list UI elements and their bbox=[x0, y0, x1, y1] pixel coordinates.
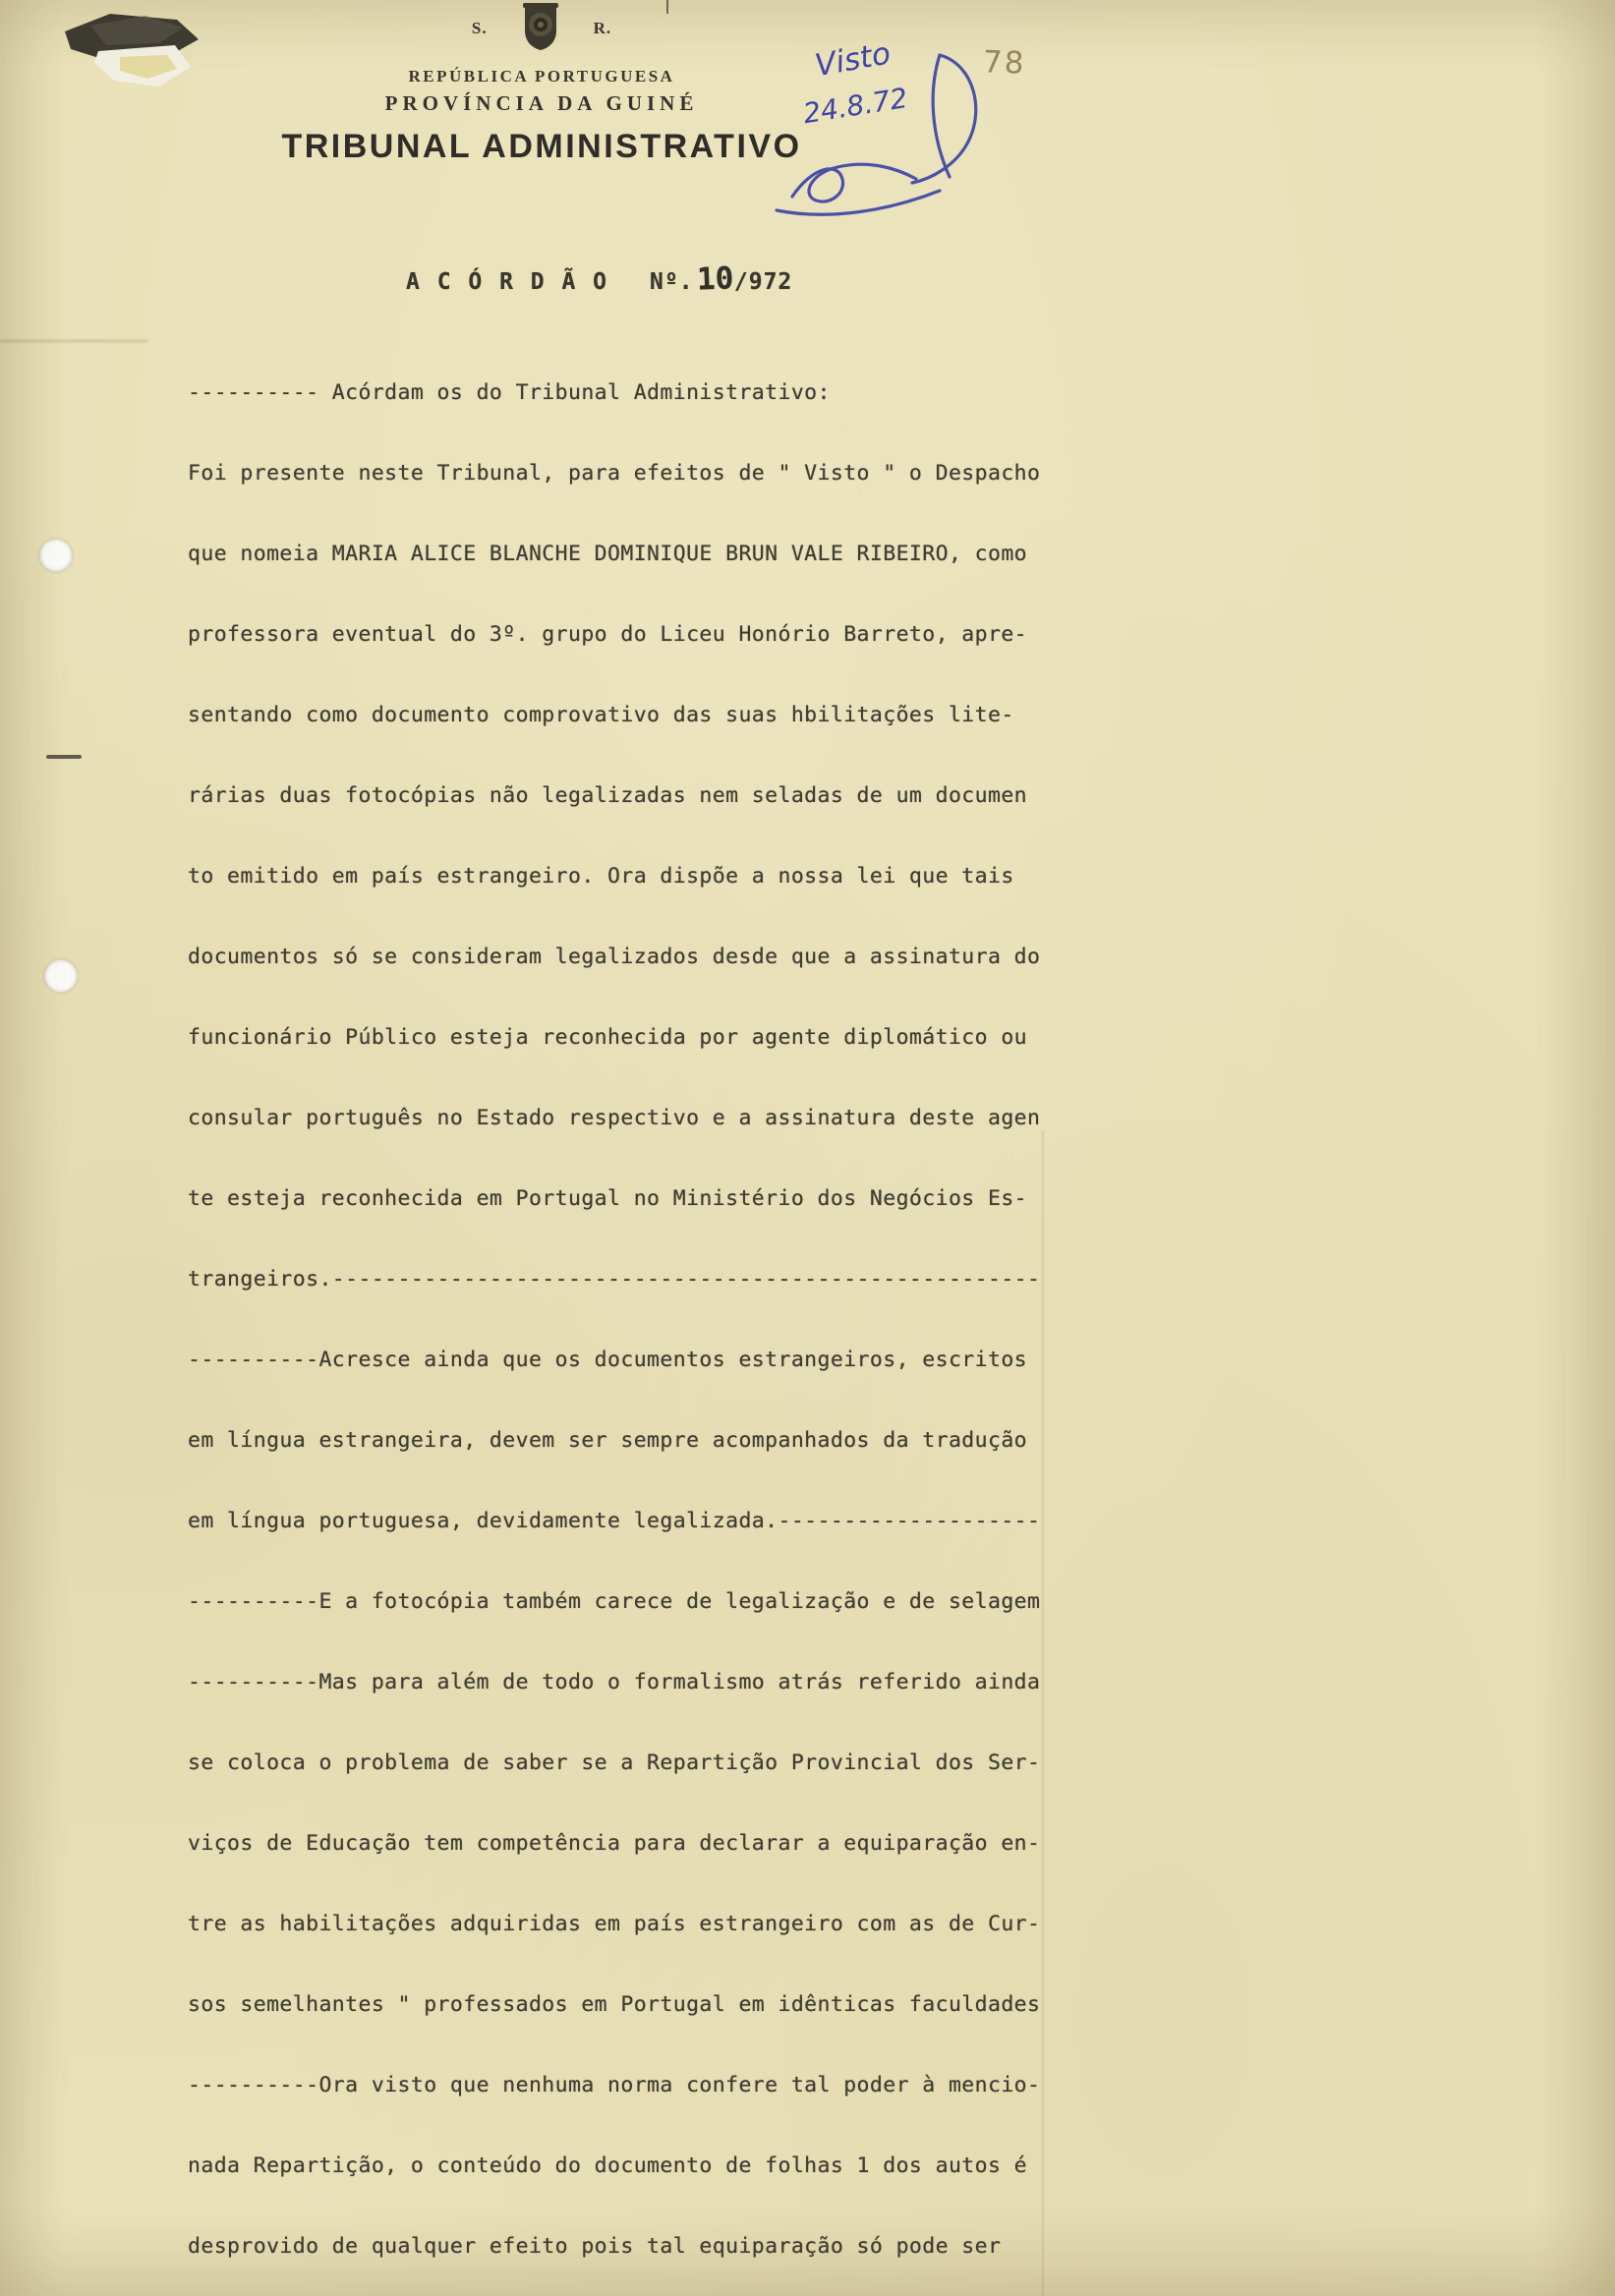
typewritten-line: se coloca o problema de saber se a Repartição Provincial dos Ser- bbox=[188, 1751, 1041, 1775]
typewritten-line: tre as habilitações adquiridas em país estrangeiro com as de Cur- bbox=[188, 1912, 1041, 1936]
punch-hole-bottom bbox=[44, 959, 78, 993]
document-title bbox=[406, 261, 792, 303]
corner-page-number: 78 bbox=[982, 44, 1027, 82]
title-word: A C Ó R D Ã O bbox=[406, 269, 609, 295]
header-tribunal: TRIBUNAL ADMINISTRATIVO bbox=[281, 128, 802, 165]
typewritten-line: ----------E a fotocópia também carece de legalização e de selagem bbox=[188, 1589, 1041, 1614]
typewritten-line: documentos só se consideram legalizados desde que a assinatura do bbox=[188, 945, 1041, 969]
typewritten-line: nada Repartição, o conteúdo do documento de folhas 1 dos autos é bbox=[188, 2153, 1028, 2178]
punch-hole-top bbox=[39, 539, 73, 572]
title-number-handwritten: 10 bbox=[695, 260, 734, 298]
title-number bbox=[650, 261, 792, 297]
header-province: PROVÍNCIA DA GUINÉ bbox=[384, 91, 699, 115]
coat-of-arms-icon bbox=[517, 1, 564, 56]
typewritten-line: sos semelhantes " professados em Portugal em idênticas faculdades bbox=[188, 1992, 1041, 2017]
typewritten-line: que nomeia MARIA ALICE BLANCHE DOMINIQUE BRUN VALE RIBEIRO, como bbox=[188, 542, 1028, 566]
header-republic: REPÚBLICA PORTUGUESA bbox=[408, 67, 675, 86]
typewritten-body bbox=[188, 353, 1072, 2287]
typewritten-line: ---------- Acórdam os do Tribunal Administrativo: bbox=[188, 380, 831, 405]
typewritten-line: viços de Educação tem competência para declarar a equiparação en- bbox=[188, 1831, 1041, 1856]
title-number-year: /972 bbox=[733, 269, 793, 295]
initial-right: R. bbox=[593, 19, 612, 37]
typewritten-line: ----------Mas para além de todo o formalismo atrás referido ainda bbox=[188, 1670, 1041, 1694]
typewritten-line: ----------Ora visto que nenhuma norma confere tal poder à mencio- bbox=[188, 2073, 1041, 2097]
typewritten-line: em língua estrangeira, devem ser sempre acompanhados da tradução bbox=[188, 1428, 1028, 1453]
initial-left: S. bbox=[471, 19, 488, 37]
title-number-label: Nº. bbox=[650, 269, 694, 295]
typewritten-line: rárias duas fotocópias não legalizadas nem seladas de um documen bbox=[188, 783, 1028, 808]
typewritten-line: sentando como documento comprovativo das suas hbilitações lite- bbox=[188, 703, 1014, 727]
typewritten-line: em língua portuguesa, devidamente legalizada.-------------------- bbox=[188, 1509, 1041, 1533]
typewritten-line: consular português no Estado respectivo e a assinatura deste agen bbox=[188, 1106, 1041, 1130]
typewritten-line: Foi presente neste Tribunal, para efeitos de " Visto " o Despacho bbox=[188, 461, 1041, 486]
visto-date-text: 24.8.72 bbox=[800, 81, 910, 131]
paper-crease-horizontal bbox=[0, 340, 147, 342]
signature-flourish bbox=[777, 55, 976, 214]
visto-text: Visto bbox=[812, 35, 894, 85]
typewritten-line: te esteja reconhecida em Portugal no Ministério dos Negócios Es- bbox=[188, 1186, 1028, 1211]
left-margin-fold-dash bbox=[46, 755, 82, 759]
typewritten-line: ----------Acresce ainda que os documentos estrangeiros, escritos bbox=[188, 1348, 1028, 1372]
typewritten-line: to emitido em país estrangeiro. Ora dispõe a nossa lei que tais bbox=[188, 864, 1014, 889]
typewritten-line: professora eventual do 3º. grupo do Liceu Honório Barreto, apre- bbox=[188, 622, 1028, 647]
typewritten-line: trangeiros.------------------------------------------------------ bbox=[188, 1267, 1041, 1292]
typewritten-line: desprovido de qualquer efeito pois tal equiparação só pode ser bbox=[188, 2234, 1002, 2259]
typewritten-line: funcionário Público esteja reconhecida por agente diplomático ou bbox=[188, 1025, 1028, 1050]
